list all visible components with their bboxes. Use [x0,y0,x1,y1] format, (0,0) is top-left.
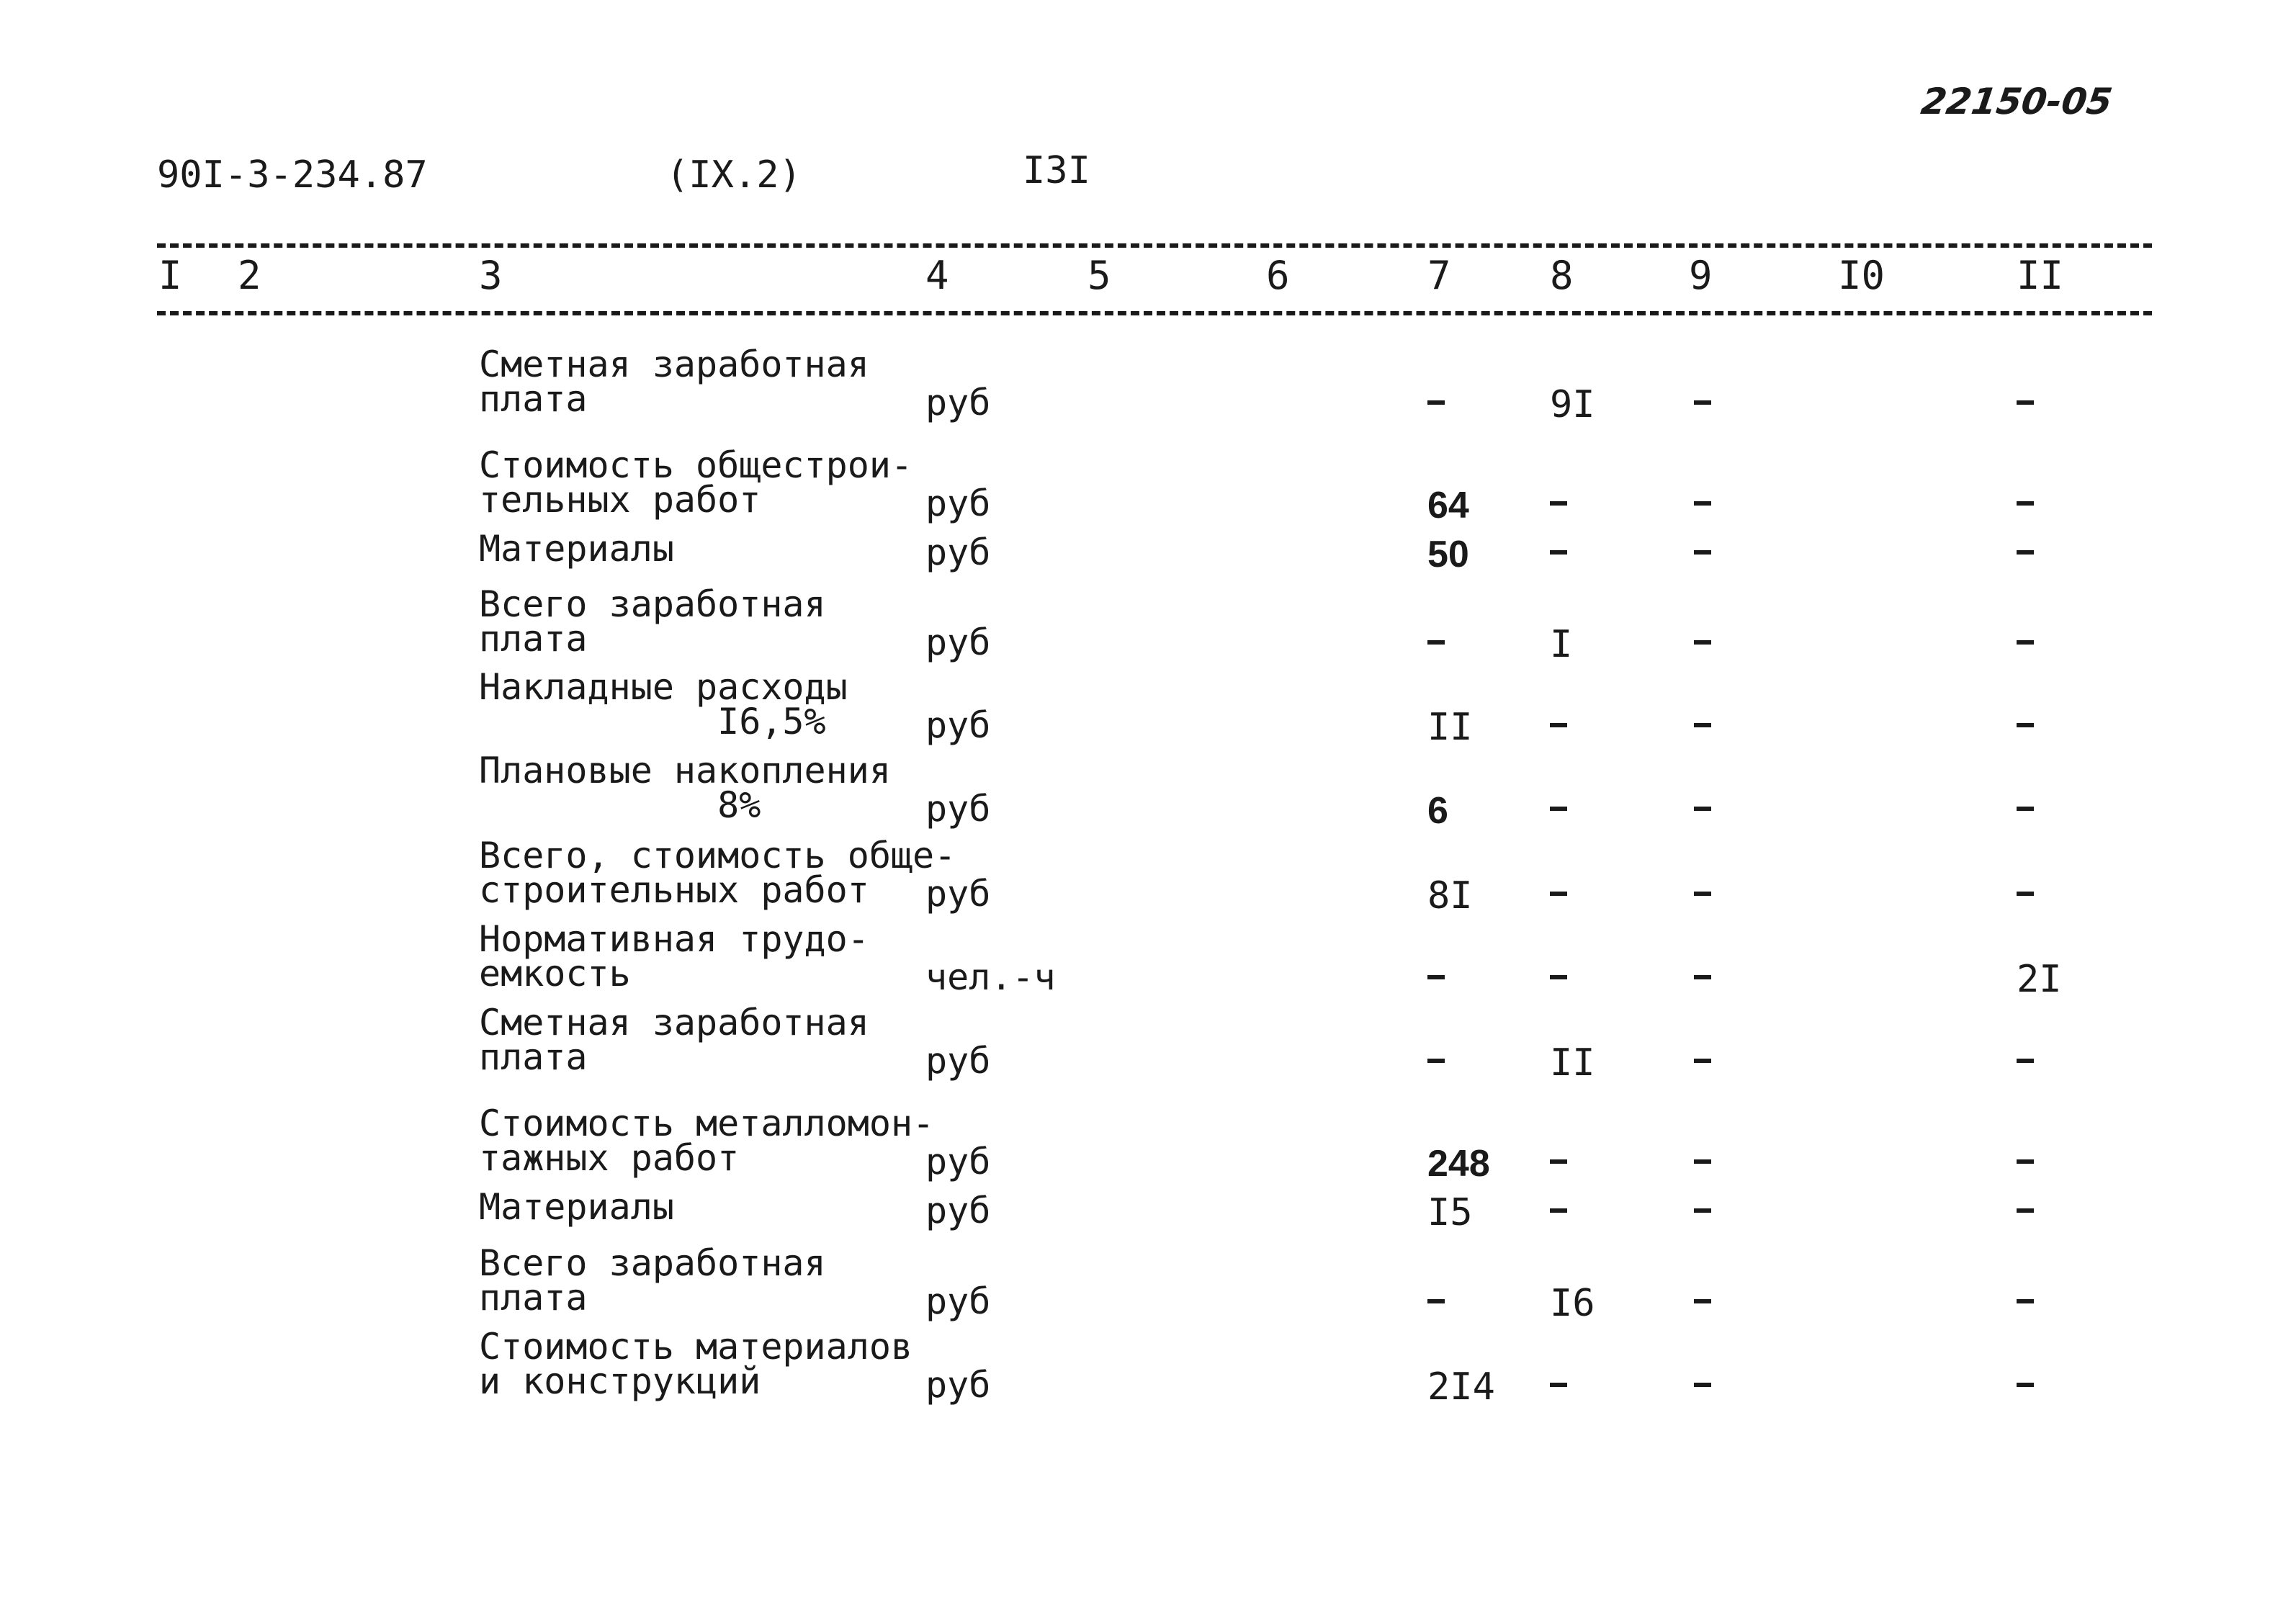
row-unit: руб [925,1141,991,1182]
empty-cell-dash [1550,807,1567,811]
empty-cell-dash [1694,1159,1711,1164]
row-unit: руб [925,1040,991,1082]
empty-cell-dash [1694,1208,1711,1213]
row-label: Материалы [479,528,674,570]
row-unit: руб [925,788,991,830]
section-number: (IX.2) [666,153,802,197]
cell-value-c8: II [1550,1041,1595,1085]
document-code: 90I-3-234.87 [157,153,428,197]
column-number: 2 [238,253,261,298]
empty-cell-dash [1694,723,1711,727]
column-number: 3 [479,253,503,298]
empty-cell-dash [1427,1059,1445,1063]
empty-cell-dash [2017,1299,2034,1303]
cell-value-c8: 9I [1550,383,1595,426]
empty-cell-dash [2017,1159,2034,1164]
empty-cell-dash [1694,400,1711,405]
row-label: Стоимость общестрои- тельных работ [479,444,913,521]
row-label: Сметная заработная плата [479,344,869,420]
row-unit: чел.-ч [925,956,1056,998]
empty-cell-dash [2017,1059,2034,1063]
empty-cell-dash [1550,1383,1567,1387]
row-label: Всего заработная плата [479,583,826,660]
column-number: 7 [1427,253,1451,298]
empty-cell-dash [1694,640,1711,645]
row-unit: руб [925,621,991,663]
empty-cell-dash [2017,550,2034,555]
page-number: I3I [1023,149,1090,192]
empty-cell-dash [1694,892,1711,896]
row-unit: руб [925,382,991,423]
cell-value-c7: II [1427,706,1473,749]
column-number: 4 [925,253,949,298]
cell-value-c8: I [1550,623,1573,666]
cell-value-c7: 248 [1427,1143,1490,1185]
empty-cell-dash [2017,892,2034,896]
column-number: 8 [1550,253,1574,298]
column-number: 9 [1689,253,1713,298]
empty-cell-dash [2017,807,2034,811]
empty-cell-dash [2017,400,2034,405]
empty-cell-dash [1427,640,1445,645]
column-number: 6 [1266,253,1290,298]
row-unit: руб [925,531,991,573]
empty-cell-dash [1550,550,1567,555]
archive-stamp: 22150-05 [1918,81,2115,122]
empty-cell-dash [1694,975,1711,979]
column-number: 5 [1088,253,1111,298]
empty-cell-dash [2017,723,2034,727]
table-header-rule [157,311,2152,315]
cell-value-c7: 50 [1427,534,1469,575]
row-label: Стоимость металломон- тажных работ [479,1103,935,1179]
empty-cell-dash [1694,1059,1711,1063]
table-top-rule [157,243,2152,248]
row-label: Сметная заработная плата [479,1002,869,1078]
empty-cell-dash [2017,1208,2034,1213]
row-unit: руб [925,1280,991,1322]
empty-cell-dash [1427,1299,1445,1303]
empty-cell-dash [1550,892,1567,896]
empty-cell-dash [1550,975,1567,979]
empty-cell-dash [1550,723,1567,727]
cell-value-c7: 64 [1427,485,1469,526]
column-number: II [2017,253,2064,298]
row-label: Всего, стоимость обще- строительных работ [479,835,956,911]
empty-cell-dash [1694,550,1711,555]
empty-cell-dash [2017,501,2034,506]
row-unit: руб [925,1190,991,1231]
cell-value-c11: 2I [2017,958,2062,1001]
row-unit: руб [925,704,991,746]
empty-cell-dash [2017,1383,2034,1387]
empty-cell-dash [1550,1208,1567,1213]
cell-value-c8: I6 [1550,1282,1595,1325]
empty-cell-dash [1427,400,1445,405]
empty-cell-dash [1427,975,1445,979]
cell-value-c7: I5 [1427,1191,1473,1234]
row-unit: руб [925,873,991,915]
column-number: I0 [1838,253,1885,298]
row-label: Материалы [479,1186,674,1228]
empty-cell-dash [2017,640,2034,645]
cell-value-c7: 2I4 [1427,1365,1495,1409]
row-unit: руб [925,482,991,524]
row-label: Стоимость материалов и конструкций [479,1326,913,1402]
row-label: Накладные расходы I6,5% [479,666,848,742]
row-label: Всего заработная плата [479,1242,826,1319]
row-unit: руб [925,1364,991,1406]
empty-cell-dash [1694,1383,1711,1387]
empty-cell-dash [1550,501,1567,506]
empty-cell-dash [1694,501,1711,506]
empty-cell-dash [1694,807,1711,811]
row-label: Нормативная трудо- емкость [479,918,869,995]
empty-cell-dash [1694,1299,1711,1303]
empty-cell-dash [1550,1159,1567,1164]
cell-value-c7: 6 [1427,790,1448,832]
column-number: I [158,253,182,298]
row-label: Плановые накопления 8% [479,750,891,826]
cell-value-c7: 8I [1427,874,1473,917]
